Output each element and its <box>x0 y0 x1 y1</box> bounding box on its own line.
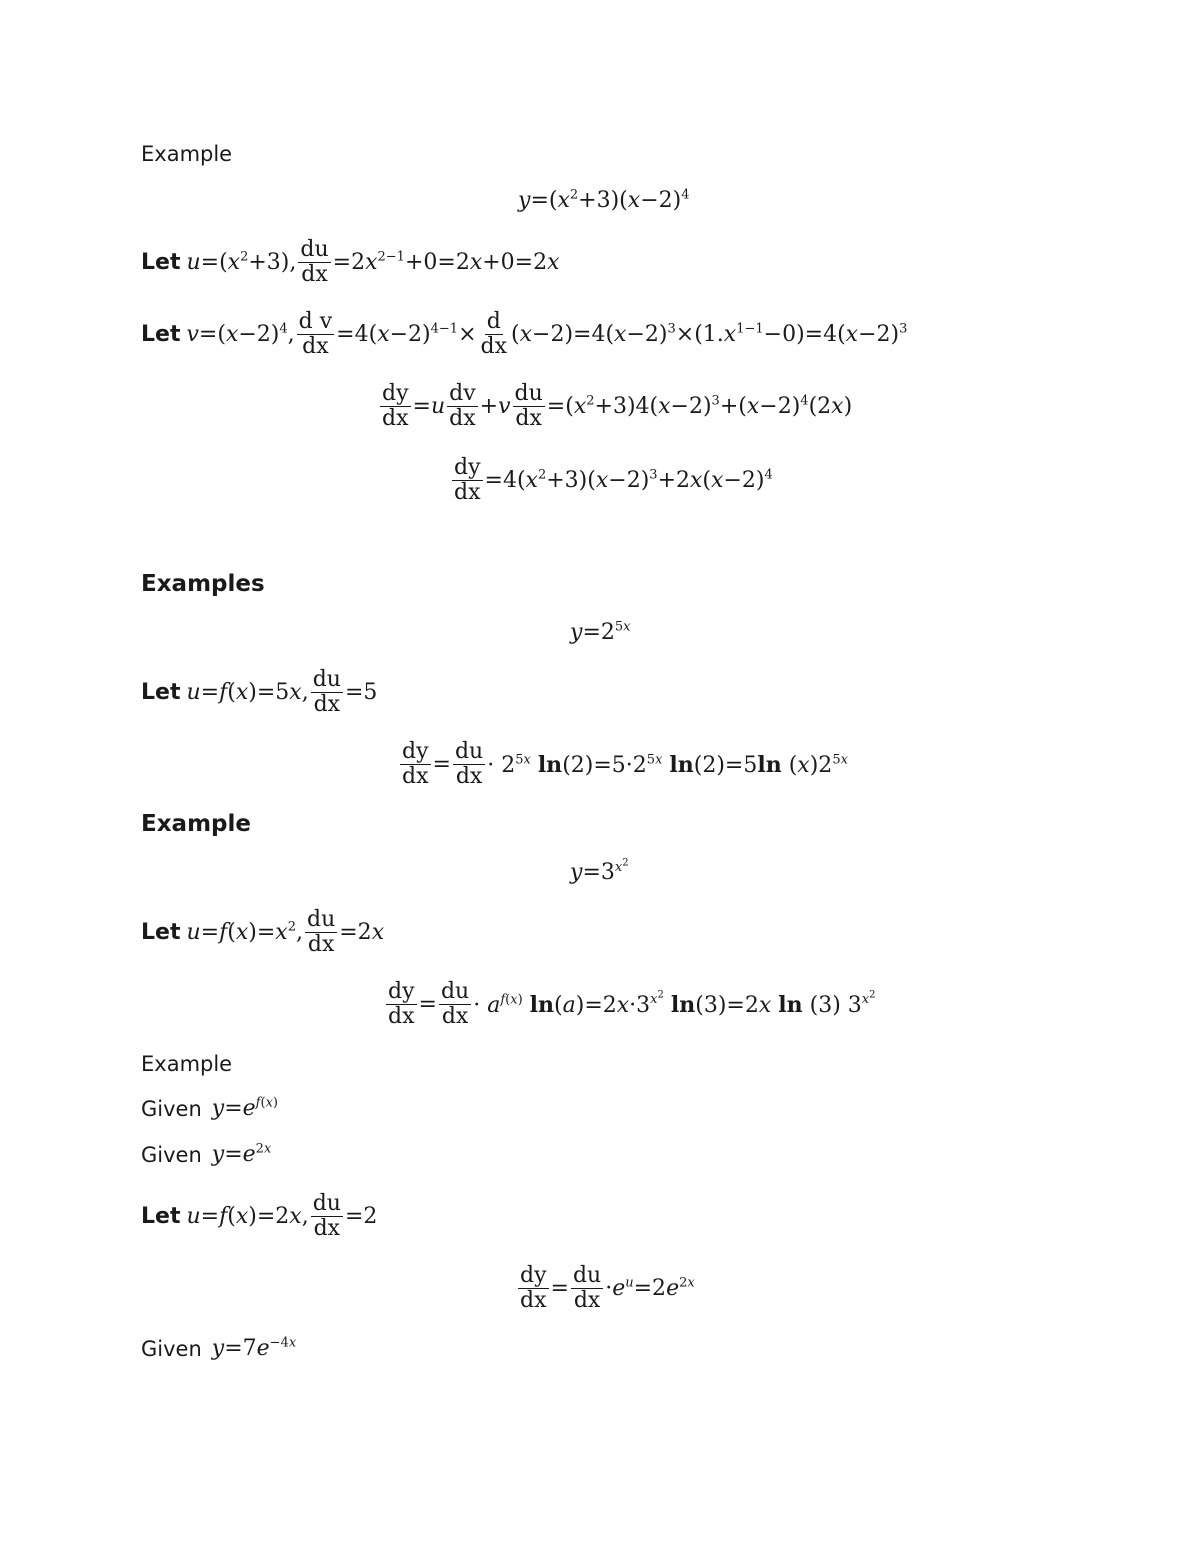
let-label: Let <box>141 680 181 706</box>
example-heading-2: Examples <box>141 571 265 597</box>
frac-num: du <box>514 381 543 406</box>
frac-den: dx <box>449 406 476 432</box>
frac-num: dv <box>449 381 476 406</box>
result-line-2: $\frac{dy}{dx}$ = $\frac{du}{dx}$ · $2^{5x}$ $\ln(2)=5\cdot 2^{5x}$ ln(2)=5ln $(x)2^{5x}$ <box>402 739 848 790</box>
frac-den: dx <box>455 764 483 790</box>
example-heading-3: Example <box>141 811 251 837</box>
frac-den: dx <box>515 406 542 432</box>
frac-num: dy <box>388 979 415 1004</box>
frac-num: du <box>312 667 341 692</box>
let-label: Let <box>141 250 181 276</box>
let-v-line-1: Let $v=(x-2)^4$, $\frac{\text{d v}}{dx}$ $=4(x-2)^{4-1}\times$ $\frac{d}{dx}$ $(x-2)=4(x-2)^3\times(1.x^{1-1}-0)=4(x-2)^3$ <box>141 309 908 360</box>
equation-main-3: $y=3^{x^2}$ <box>570 857 629 885</box>
frac-num: du <box>306 907 336 932</box>
frac-num: du <box>300 237 329 262</box>
let-u-line-3: Let $u=f(x)=x^2$, $\frac{du}{dx}$ =2x <box>141 907 385 958</box>
frac-num: du <box>440 979 470 1004</box>
frac-den: dx <box>382 406 409 432</box>
example-heading-4: Example <box>141 1052 233 1076</box>
result-line-4: $\frac{dy}{dx}$ = $\frac{du}{dx}$ $\cdot e^u=2e^{2x}$ <box>520 1263 695 1314</box>
frac-num: dy <box>520 1263 547 1288</box>
frac-den: dx <box>302 334 329 360</box>
given-label: Given <box>141 1142 202 1167</box>
result-line-1: $\frac{dy}{dx}$ $=4(x^2+3)(x-2)^3+2x(x-2)^4$ <box>454 455 773 506</box>
frac-num: dy <box>402 739 429 764</box>
frac-den: dx <box>480 334 507 360</box>
product-rule-line: $\frac{dy}{dx}$ =u $\frac{dv}{dx}$ +v $\frac{du}{dx}$ $=(x^2+3)4(x-2)^3+(x-2)^4(2x)$ <box>382 381 853 432</box>
example-heading-1: Example <box>141 142 233 166</box>
frac-den: dx <box>307 932 335 958</box>
let-label: Let <box>141 920 181 946</box>
let-u-line-1: Let $u=(x^2+3)$, $\frac{du}{dx}$ $=2x^{2-1}+0=2x+0=2x$ <box>141 237 560 288</box>
frac-num: du <box>454 739 484 764</box>
equation-main-1: $y=(x^2+3)(x-2)^4$ <box>518 187 690 213</box>
given-line-2: Given $y=e^{2x}$ <box>141 1141 272 1167</box>
frac-num: dy <box>454 455 481 480</box>
frac-den: dx <box>454 480 481 506</box>
given-line-1: Given $y=e^{f(x)}$ <box>141 1095 278 1121</box>
given-line-3: Given $y=7e^{-4x}$ <box>141 1335 297 1361</box>
let-label: Let <box>141 1204 181 1230</box>
frac-num: d <box>486 309 501 334</box>
let-u-line-4: Let u=f(x)=2x, $\frac{du}{dx}$ =2 <box>141 1191 378 1242</box>
equation-main-2: $y=2^{5x}$ <box>570 619 631 645</box>
frac-den: dx <box>301 262 328 288</box>
frac-num: d v <box>298 309 333 334</box>
let-u-line-2: Let u=f(x)=5x, $\frac{du}{dx}$ =5 <box>141 667 378 718</box>
given-label: Given <box>141 1096 202 1121</box>
frac-den: dx <box>388 1004 415 1030</box>
frac-den: dx <box>441 1004 469 1030</box>
given-label: Given <box>141 1336 202 1361</box>
frac-num: du <box>312 1191 341 1216</box>
frac-den: dx <box>313 1216 341 1242</box>
frac-num: dy <box>382 381 409 406</box>
frac-den: dx <box>313 692 341 718</box>
frac-den: dx <box>402 764 429 790</box>
frac-num: du <box>572 1263 602 1288</box>
result-line-3: $\frac{dy}{dx}$ = $\frac{du}{dx}$ · $a^{f(x)}$ $\ln(a)=2x\cdot 3^{x^2}$ ln(3)=2x ln (3) $3^{x^2}$ <box>388 979 876 1030</box>
frac-den: dx <box>520 1288 547 1314</box>
frac-den: dx <box>573 1288 601 1314</box>
let-label: Let <box>141 322 181 348</box>
